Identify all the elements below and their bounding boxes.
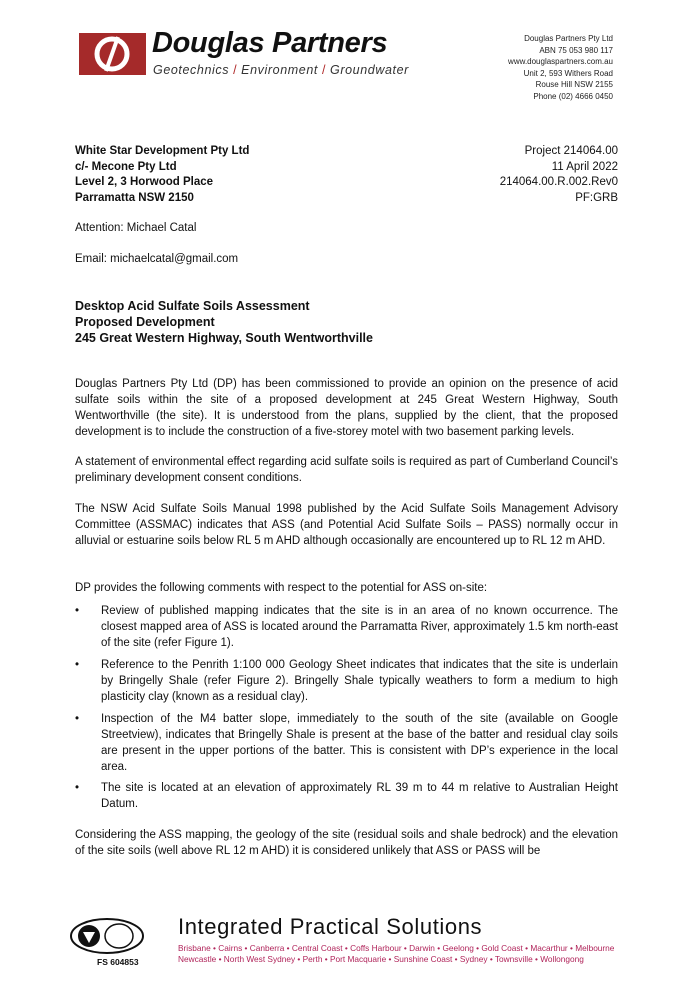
address-line: Parramatta NSW 2150 xyxy=(75,191,194,204)
letter-date: 11 April 2022 xyxy=(551,160,618,173)
report-number: 214064.00.R.002.Rev0 xyxy=(499,176,618,188)
list-item-text: Reference to the Penrith 1:100 000 Geology Sheet indicates that indicates that the site is underlain by Bringelly Shale (refer Figure 2). Bringelly Shale typically weathers to form a medium to high plasticity clay (known as a residual clay). xyxy=(101,659,618,703)
list-item-text: Review of published mapping indicates that the site is in an area of no known occurrence. The closest mapped area of ASS is located around the Parramatta River, approximately 1.5 km north-east of the site (refer Figure 1). xyxy=(101,605,618,649)
list-item xyxy=(75,603,618,651)
office-locations xyxy=(178,943,614,965)
subject-line: Proposed Development xyxy=(75,315,215,329)
project-number: Project 214064.00 xyxy=(524,145,618,157)
body-paragraph: A statement of environmental effect regarding acid sulfate soils is required as part of Cumberland Council’s preliminary development consent conditions. xyxy=(75,456,618,484)
address-line: Level 2, 3 Horwood Place xyxy=(75,176,214,188)
attention-line: Attention: Michael Catal xyxy=(75,222,197,234)
bullet-glyph: • xyxy=(75,659,80,671)
address-line: White Star Development Pty Ltd xyxy=(75,145,250,157)
closing-paragraph: Considering the ASS mapping, the geology of the site (residual soils and shale bedrock) and the elevation of the site soils (well above RL 12 m AHD) it is considered unlikely that ASS or PASS will be xyxy=(75,829,618,857)
tagline-separator: / xyxy=(321,63,327,77)
bullet-glyph: • xyxy=(75,782,80,794)
project-reference xyxy=(500,144,618,206)
company-name: Douglas Partners xyxy=(152,27,388,59)
contact-website-link[interactable]: www.douglaspartners.com.au xyxy=(508,57,613,66)
tagline-item: Geotechnics xyxy=(153,63,230,77)
recipient-address xyxy=(75,144,249,206)
list-item xyxy=(75,711,618,775)
company-tagline xyxy=(153,63,409,77)
certificate-number: FS 604853 xyxy=(97,957,139,967)
office-list-line: Brisbane • Cairns • Canberra • Central Coast • Coffs Harbour • Darwin • Geelong • Gold Coast • Macarthur • Melbourne xyxy=(178,943,615,953)
list-item xyxy=(75,657,618,705)
address-line: c/- Mecone Pty Ltd xyxy=(75,160,177,173)
contact-line: Rouse Hill NSW 2155 xyxy=(535,80,613,89)
tagline-item: Environment xyxy=(241,63,318,77)
footer-slogan: Integrated Practical Solutions xyxy=(178,914,483,939)
company-logo-mark xyxy=(79,33,146,75)
company-contact-block xyxy=(508,33,613,102)
office-list-line: Newcastle • North West Sydney • Perth • Port Macquarie • Sunshine Coast • Sydney • Townsville • Wollongong xyxy=(178,954,584,964)
body-paragraph: DP provides the following comments with respect to the potential for ASS on-site: xyxy=(75,582,488,594)
contact-line: ABN 75 053 980 117 xyxy=(539,45,613,55)
subject-line: Desktop Acid Sulfate Soils Assessment xyxy=(75,299,310,313)
author-initials: PF:GRB xyxy=(575,191,618,204)
contact-line: Phone (02) 4666 0450 xyxy=(533,91,613,101)
list-item-text: The site is located at an elevation of approximately RL 39 m to 44 m relative to Australian Height Datum. xyxy=(101,782,618,810)
bullet-glyph: • xyxy=(75,605,80,617)
email-line: Email: michaelcatal@gmail.com xyxy=(75,253,239,265)
subject-line: 245 Great Western Highway, South Wentworthville xyxy=(75,331,373,345)
certification-badge xyxy=(69,917,145,955)
contact-line: Unit 2, 593 Withers Road xyxy=(523,68,613,78)
tagline-separator: / xyxy=(233,63,238,77)
contact-line: Douglas Partners Pty Ltd xyxy=(524,34,613,43)
bullet-glyph: • xyxy=(75,713,80,725)
body-paragraph: Douglas Partners Pty Ltd (DP) has been commissioned to provide an opinion on the presence of acid sulfate soils within the site of a proposed development at 245 Great Western Highway, South Wentworthville (the site). It is understood from the plans, supplied by the client, that the proposed development is to include the construction of a five-storey motel with two basement parking levels. xyxy=(75,378,618,438)
tagline-item: Groundwater xyxy=(330,63,409,77)
list-item xyxy=(75,780,618,812)
letter-subject xyxy=(75,298,373,346)
body-paragraph: The NSW Acid Sulfate Soils Manual 1998 published by the Acid Sulfate Soils Management Advisory Committee (ASSMAC) indicates that ASS (and Potential Acid Sulfate Soils – PASS) normally occur in alluvial or estuarine soils below RL 5 m AHD although occasionally are encountered up to RL 12 m AHD. xyxy=(75,503,618,547)
list-item-text: Inspection of the M4 batter slope, immediately to the south of the site (available on Google Streetview), indicates that Bringelly Shale is present at the base of the batter and residual clay soils are present in the upper portions of the batter. This is consistent with DP’s experience in the local area. xyxy=(101,713,618,773)
